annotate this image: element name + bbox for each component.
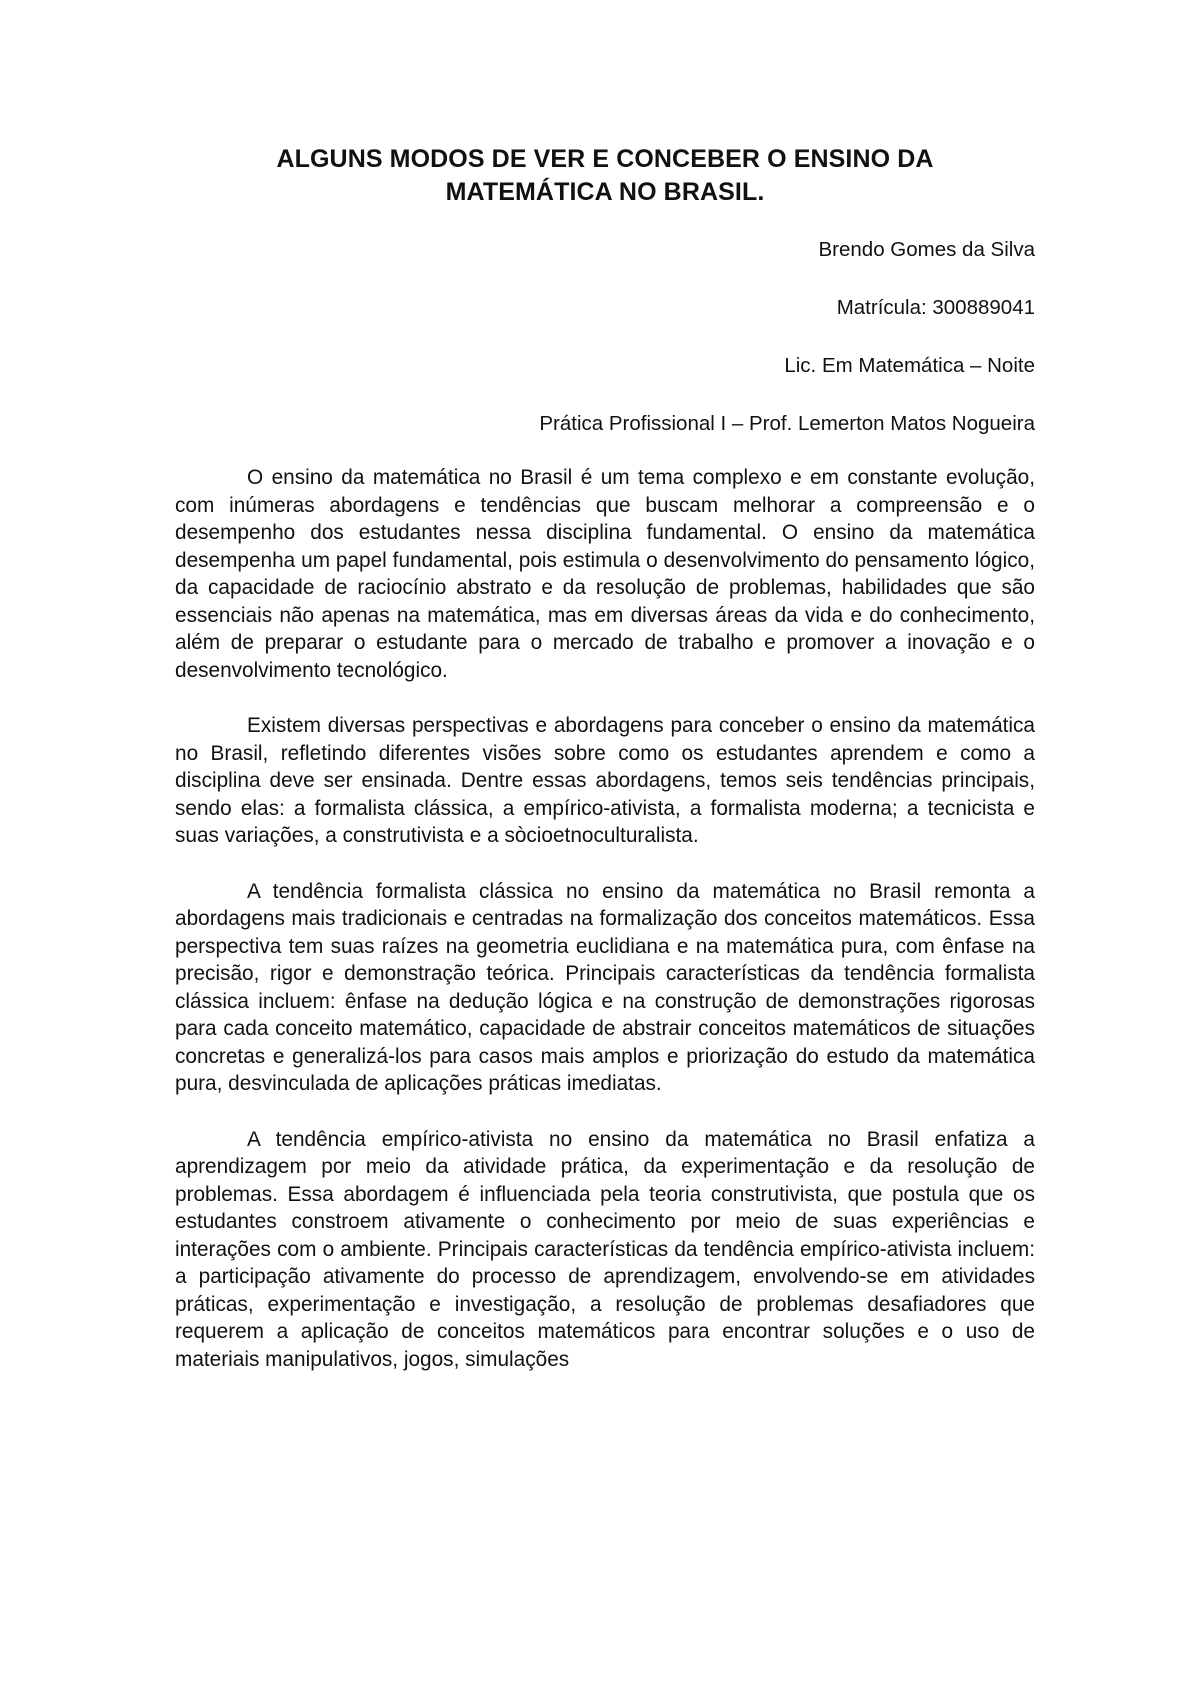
- paragraph-4: A tendência empírico-ativista no ensino da matemática no Brasil enfatiza a aprendizagem por meio da atividade prática, da experimentação e da resolução de problemas. Essa abordagem é influenciada pela teoria construtivista, que postula que os estudantes constroem ativamente o conhecimento por meio de suas experiências e interações com o ambiente. Principais características da tendência empírico-ativista incluem: a participação ativamente do processo de aprendizagem, envolvendo-se em atividades práticas, experimentação e investigação, a resolução de problemas desafiadores que requerem a aplicação de conceitos matemáticos para encontrar soluções e o uso de materiais manipulativos, jogos, simulações: [175, 1127, 1035, 1371]
- title-line-1: ALGUNS MODOS DE VER E CONCEBER O ENSINO DA: [276, 145, 934, 173]
- title-line-2: MATEMÁTICA NO BRASIL.: [445, 178, 765, 206]
- document-meta: [175, 236, 1035, 438]
- author-name: Brendo Gomes da Silva: [818, 238, 1035, 261]
- subject-professor: Prática Profissional I – Prof. Lemerton Matos Nogueira: [539, 412, 1035, 435]
- registration-number: Matrícula: 300889041: [836, 296, 1035, 319]
- course-name: Lic. Em Matemática – Noite: [784, 354, 1035, 377]
- document-body: [175, 464, 1035, 1373]
- paragraph-2: Existem diversas perspectivas e abordagens para conceber o ensino da matemática no Brasil, refletindo diferentes visões sobre como os estudantes aprendem e como a disciplina deve ser ensinada. Dentre essas abordagens, temos seis tendências principais, sendo elas: a formalista clássica, a empírico-ativista, a formalista moderna; a tecnicista e suas variações, a construtivista e a sòcioetnoculturalista.: [175, 714, 1035, 847]
- paragraph-3: A tendência formalista clássica no ensino da matemática no Brasil remonta a abordagens mais tradicionais e centradas na formalização dos conceitos matemáticos. Essa perspectiva tem suas raízes na geometria euclidiana e na matemática pura, com ênfase na precisão, rigor e demonstração teórica. Principais características da tendência formalista clássica incluem: ênfase na dedução lógica e na construção de demonstrações rigorosas para cada conceito matemático, capacidade de abstrair conceitos matemáticos de situações concretas e generalizá-los para casos mais amplos e priorização do estudo da matemática pura, desvinculada de aplicações práticas imediatas.: [175, 879, 1035, 1095]
- paragraph-1: O ensino da matemática no Brasil é um tema complexo e em constante evolução, com inúmeras abordagens e tendências que buscam melhorar a compreensão e o desempenho dos estudantes nessa disciplina fundamental. O ensino da matemática desempenha um papel fundamental, pois estimula o desenvolvimento do pensamento lógico, da capacidade de raciocínio abstrato e da resolução de problemas, habilidades que são essenciais não apenas na matemática, mas em diversas áreas da vida e do conhecimento, além de preparar o estudante para o mercado de trabalho e promover a inovação e o desenvolvimento tecnológico.: [175, 466, 1035, 682]
- document-title: [175, 143, 1035, 209]
- document-content: [175, 143, 1035, 1401]
